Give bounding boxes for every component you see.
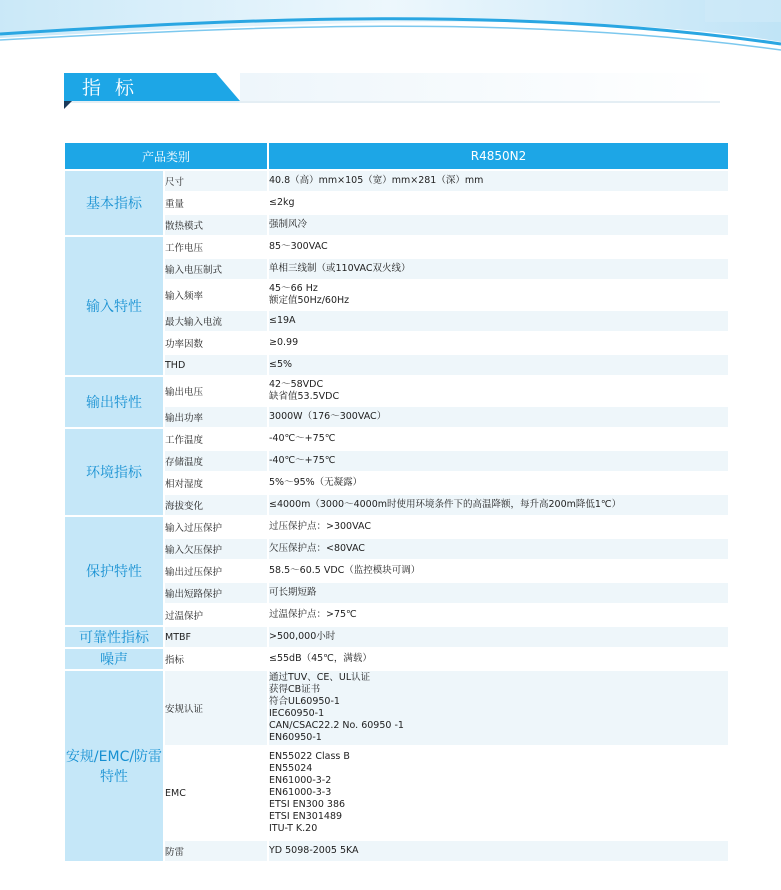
header-category: 产品类别 (65, 143, 269, 169)
table-row (65, 471, 728, 493)
param-cell: 相对湿度 (165, 471, 269, 493)
param-cell: 安规认证 (165, 669, 269, 745)
param-cell: 存储温度 (165, 449, 269, 471)
value-cell: ≥0.99 (269, 331, 728, 353)
table-row (65, 279, 728, 309)
section-title: 指 标 (82, 77, 139, 99)
value-cell: 42～58VDC 缺省值53.5VDC (269, 375, 728, 405)
param-cell: 工作电压 (165, 235, 269, 257)
param-cell: 过温保护 (165, 603, 269, 625)
value-cell: 过温保护点：>75℃ (269, 603, 728, 625)
table-row (65, 537, 728, 559)
category-cell: 可靠性指标 (65, 625, 165, 647)
param-cell: 功率因数 (165, 331, 269, 353)
value-cell: ≤4000m（3000～4000m时使用环境条件下的高温降额，每升高200m降低1℃） (269, 493, 728, 515)
title-corner-mark (64, 101, 72, 109)
param-cell: MTBF (165, 625, 269, 647)
value-cell: 单相三线制（或110VAC双火线） (269, 257, 728, 279)
value-cell: 85～300VAC (269, 235, 728, 257)
table-row (65, 235, 728, 257)
category-cell: 输出特性 (65, 375, 165, 427)
value-cell: 58.5～60.5 VDC（监控模块可调） (269, 559, 728, 581)
value-cell: YD 5098-2005 5KA (269, 839, 728, 861)
value-cell: ≤2kg (269, 191, 728, 213)
table-row (65, 427, 728, 449)
category-cell: 基本指标 (65, 169, 165, 235)
table-row (65, 353, 728, 375)
param-cell: 输入欠压保护 (165, 537, 269, 559)
category-cell: 输入特性 (65, 235, 165, 375)
value-cell: 过压保护点：>300VAC (269, 515, 728, 537)
table-row (65, 213, 728, 235)
title-fade (240, 73, 720, 101)
table-body (65, 169, 728, 861)
value-cell: 通过TUV、CE、UL认证 获得CB证书 符合UL60950-1 IEC60950-1 CAN/CSAC22.2 No. 60950 -1 EN60950-1 (269, 669, 728, 745)
param-cell: 输出功率 (165, 405, 269, 427)
param-cell: 输入电压制式 (165, 257, 269, 279)
header-wave-decoration (0, 0, 781, 60)
title-underline (64, 101, 720, 103)
table-row (65, 839, 728, 861)
table-row (65, 375, 728, 405)
table-row (65, 449, 728, 471)
value-cell: ≤19A (269, 309, 728, 331)
table-header-row (65, 143, 728, 169)
table-row (65, 493, 728, 515)
param-cell: 尺寸 (165, 169, 269, 191)
param-cell: 输入频率 (165, 279, 269, 309)
param-cell: 重量 (165, 191, 269, 213)
value-cell: ≤5% (269, 353, 728, 375)
category-cell: 保护特性 (65, 515, 165, 625)
param-cell: 散热模式 (165, 213, 269, 235)
param-cell: 防雷 (165, 839, 269, 861)
param-cell: 指标 (165, 647, 269, 669)
category-cell: 安规/EMC/防雷 特性 (65, 669, 165, 861)
value-cell: >500,000小时 (269, 625, 728, 647)
value-cell: 可长期短路 (269, 581, 728, 603)
value-cell: EN55022 Class B EN55024 EN61000-3-2 EN61000-3-3 ETSI EN300 386 ETSI EN301489 ITU-T K.20 (269, 745, 728, 839)
value-cell: 欠压保护点：<80VAC (269, 537, 728, 559)
table-row (65, 669, 728, 745)
param-cell: 海拔变化 (165, 493, 269, 515)
table-row (65, 331, 728, 353)
value-cell: 强制风冷 (269, 213, 728, 235)
table-row (65, 191, 728, 213)
spec-table (65, 143, 728, 861)
table-row (65, 559, 728, 581)
table-row (65, 257, 728, 279)
value-cell: -40℃～+75℃ (269, 449, 728, 471)
value-cell: 45～66 Hz 额定值50Hz/60Hz (269, 279, 728, 309)
value-cell: 5%～95%（无凝露） (269, 471, 728, 493)
table-row (65, 647, 728, 669)
param-cell: 输出短路保护 (165, 581, 269, 603)
param-cell: 输出电压 (165, 375, 269, 405)
table-row (65, 625, 728, 647)
table-row (65, 603, 728, 625)
param-cell: 最大输入电流 (165, 309, 269, 331)
table-row (65, 405, 728, 427)
param-cell: THD (165, 353, 269, 375)
table-row (65, 515, 728, 537)
table-row (65, 169, 728, 191)
value-cell: 3000W（176～300VAC） (269, 405, 728, 427)
table-row (65, 745, 728, 839)
table-row (65, 309, 728, 331)
param-cell: 输入过压保护 (165, 515, 269, 537)
value-cell: ≤55dB（45℃，满载） (269, 647, 728, 669)
param-cell: EMC (165, 745, 269, 839)
header-model: R4850N2 (269, 143, 728, 169)
category-cell: 噪声 (65, 647, 165, 669)
table-row (65, 581, 728, 603)
param-cell: 工作温度 (165, 427, 269, 449)
param-cell: 输出过压保护 (165, 559, 269, 581)
category-cell: 环境指标 (65, 427, 165, 515)
value-cell: 40.8（高）mm×105（宽）mm×281（深）mm (269, 169, 728, 191)
value-cell: -40℃～+75℃ (269, 427, 728, 449)
